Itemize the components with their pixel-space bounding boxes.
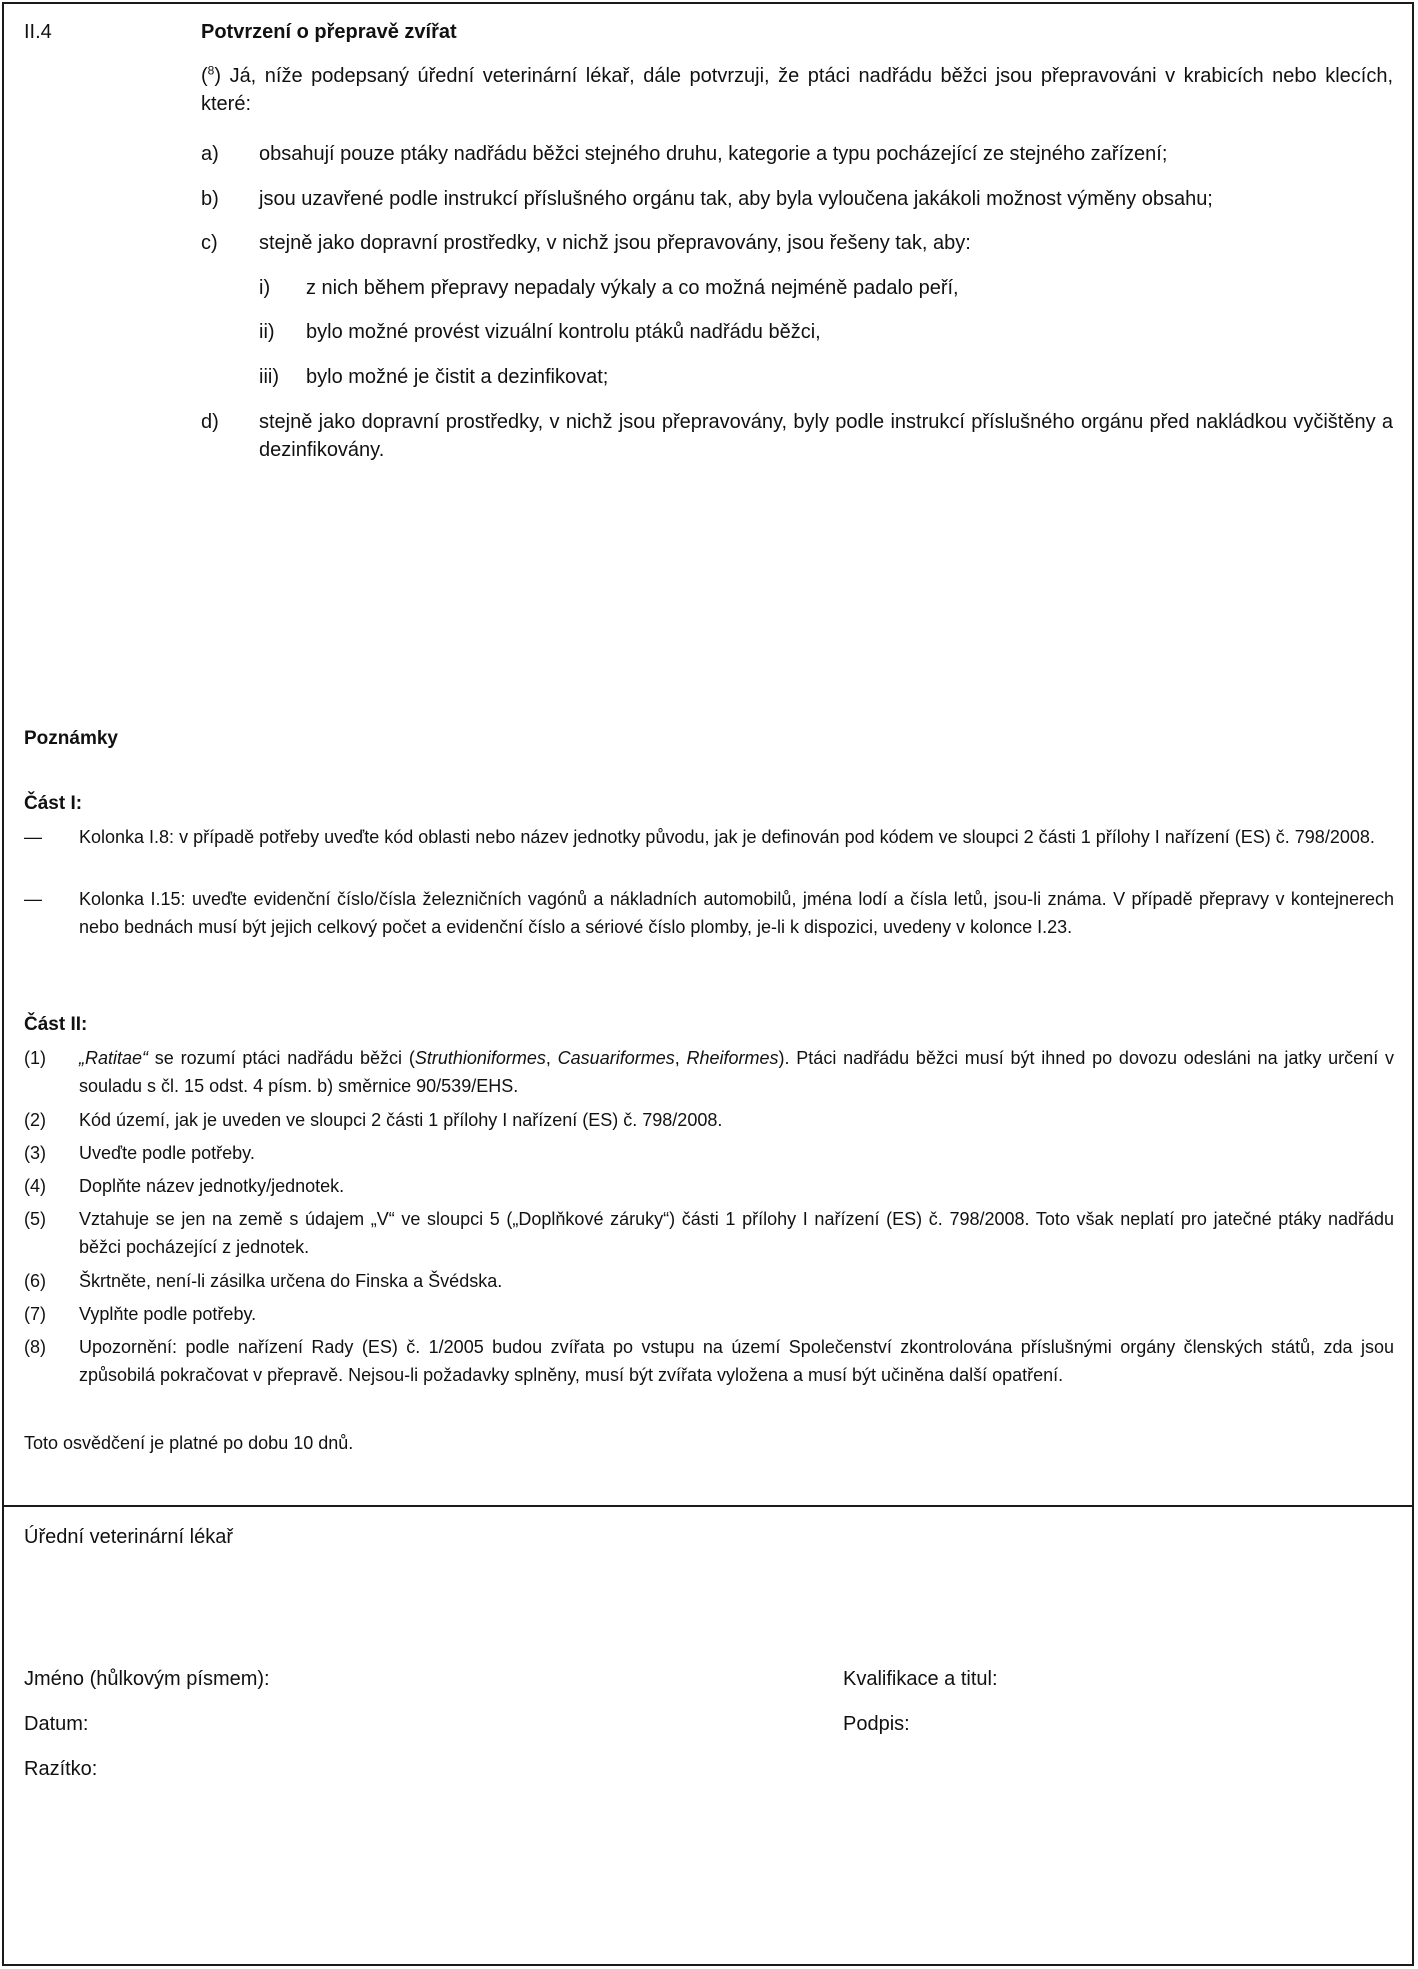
note-text: Uveďte podle potřeby. <box>79 1143 255 1163</box>
term-casuariformes: Casuariformes <box>557 1048 675 1068</box>
subitem-label: iii) <box>259 366 279 388</box>
note-text: Kolonka I.8: v případě potřeby uveďte kód oblasti nebo název jednotky původu, jak je definován pod kódem ve sloupci 2 části 1 přílohy I nařízení (ES) č. 798/2008. <box>79 827 1375 847</box>
note-number: (8) <box>24 1337 46 1357</box>
note-fragment: ). Ptáci nadřádu běžci musí být ihned po dovozu odesláni na jatky určení v souladu s čl. 15 odst. 4 písm. b) směrnice 90/539/EHS. <box>79 1048 1394 1096</box>
note-text: Kód území, jak je uveden ve sloupci 2 části 1 přílohy I nařízení (ES) č. 798/2008. <box>79 1110 723 1130</box>
note-text: Vztahuje se jen na země s údajem „V“ ve sloupci 5 („Doplňkové záruky“) části 1 přílohy I nařízení (ES) č. 798/2008. Toto však neplatí pro jatečné ptáky nadřádu běžci pocházející z jednotek. <box>79 1209 1394 1257</box>
term-ratitae: „Ratitae“ <box>79 1048 149 1068</box>
item-text: stejně jako dopravní prostředky, v nichž jsou přepravovány, byly podle instrukcí příslušného orgánu před nakládkou vyčištěny a dezinfikovány. <box>259 411 1393 461</box>
dash-mark: — <box>24 889 42 909</box>
dash-mark: — <box>24 827 42 847</box>
note-number: (7) <box>24 1304 46 1324</box>
list-item <box>24 1267 1394 1295</box>
note-text: Kolonka I.15: uveďte evidenční číslo/čísla železničních vagónů a nákladních automobilů, jména lodí a čísla letů, jsou-li známa. V případě přepravy v kontejnerech nebo bednách musí být jejich celkový počet a evidenční číslo a sériové číslo plomby, je-li k dispozici, uvedeny v kolonce I.23. <box>79 889 1394 937</box>
note-number: (4) <box>24 1176 46 1196</box>
notes-heading: Poznámky <box>24 728 118 749</box>
section-intro-text: Já, níže podepsaný úřední veterinární lékař, dále potvrzuji, že ptáci nadřádu běžci jsou přepravováni v krabicích nebo klecích, které: <box>201 65 1394 115</box>
note-text: Doplňte název jednotky/jednotek. <box>79 1176 345 1196</box>
note-number: (1) <box>24 1048 46 1068</box>
subitem-text: z nich během přepravy nepadaly výkaly a co možná nejméně padalo peří, <box>306 277 959 299</box>
list-item <box>24 1044 1394 1100</box>
item-text: jsou uzavřené podle instrukcí příslušného orgánu tak, aby byla vyloučena jakákoli možnost výměny obsahu; <box>259 188 1213 210</box>
footnote-ref: 8 <box>207 63 215 78</box>
date-label: Datum: <box>24 1713 89 1735</box>
stamp-label: Razítko: <box>24 1758 98 1780</box>
item-label: b) <box>201 188 219 210</box>
note-number: (5) <box>24 1209 46 1229</box>
note-number: (6) <box>24 1271 46 1291</box>
note-fragment: se rozumí ptáci nadřádu běžci ( <box>148 1048 415 1068</box>
qualification-label: Kvalifikace a titul: <box>843 1668 998 1690</box>
list-item <box>24 885 1394 941</box>
name-label: Jméno (hůlkovým písmem): <box>24 1668 270 1690</box>
signature-heading: Úřední veterinární lékař <box>24 1526 233 1548</box>
list-item <box>24 1205 1394 1261</box>
list-item <box>24 1172 1394 1200</box>
section-title: Potvrzení o přepravě zvířat <box>201 21 457 43</box>
note-number: (2) <box>24 1110 46 1130</box>
list-item <box>24 1300 1394 1328</box>
validity-note: Toto osvědčení je platné po dobu 10 dnů. <box>24 1433 354 1453</box>
part1-heading: Část I: <box>24 793 83 814</box>
item-label: a) <box>201 143 219 165</box>
section-intro: ($^8$) Já, níže podepsaný úřední veterinární lékař, dále potvrzuji, že ptáci nadřádu běžci jsou přepravováni v krabicích nebo klecích, které: <box>201 63 1394 115</box>
term-struthioniformes: Struthioniformes <box>414 1048 546 1068</box>
term-rheiformes: Rheiformes <box>686 1048 779 1068</box>
subitem-label: ii) <box>259 321 275 343</box>
note-text: Vyplňte podle potřeby. <box>79 1304 257 1324</box>
part2-heading: Část II: <box>24 1014 88 1035</box>
note-number: (3) <box>24 1143 46 1163</box>
signature-label: Podpis: <box>843 1713 910 1735</box>
section-number: II.4 <box>24 21 52 43</box>
item-label: d) <box>201 411 219 433</box>
list-item <box>24 1333 1394 1389</box>
item-text: stejně jako dopravní prostředky, v nichž jsou přepravovány, jsou řešeny tak, aby: <box>259 232 971 254</box>
subitem-text: bylo možné je čistit a dezinfikovat; <box>306 366 609 388</box>
subitem-text: bylo možné provést vizuální kontrolu ptáků nadřádu běžci, <box>306 321 821 343</box>
subitem-label: i) <box>259 277 271 299</box>
list-item <box>24 1106 1394 1134</box>
signature-divider <box>2 1505 1414 1507</box>
list-item <box>24 823 1394 851</box>
note-text: „Ratitae“ se rozumí ptáci nadřádu běžci (Struthioniformes, Casuariformes, Rheiformes). Ptáci nadřádu běžci musí být ihned po dovozu odesláni na jatky určení v souladu s čl. 15 odst. 4 písm. b) směrnice 90/539/EHS. <box>79 1048 1394 1096</box>
list-item <box>24 1139 1394 1167</box>
item-label: c) <box>201 232 218 254</box>
item-text: obsahují pouze ptáky nadřádu běžci stejného druhu, kategorie a typu pocházející ze stejného zařízení; <box>259 143 1168 165</box>
note-text: Škrtněte, není-li zásilka určena do Finska a Švédska. <box>79 1271 503 1291</box>
note-text: Upozornění: podle nařízení Rady (ES) č. 1/2005 budou zvířata po vstupu na území Společenství zkontrolována příslušnými orgány členských států, zda jsou způsobilá pokračovat v přepravě. Nejsou-li požadavky splněny, musí být zvířata vyložena a musí být učiněna další opatření. <box>79 1337 1394 1385</box>
